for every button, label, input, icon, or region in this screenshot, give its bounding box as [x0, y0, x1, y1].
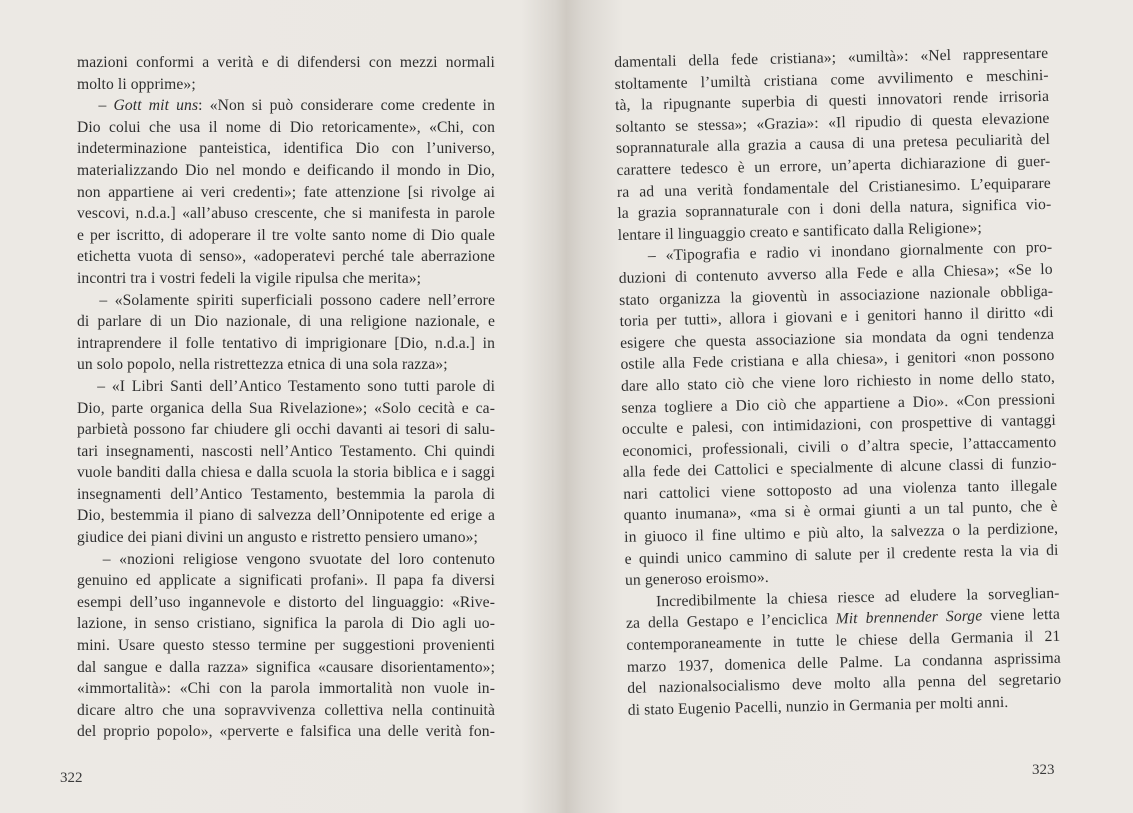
left_page-line: vescovi, n.d.a.] «all’abuso crescente, che si manifesta in parole [77, 205, 495, 223]
right_page-line: soprannaturale alla grazia a causa di una pretesa peculiarità del [615, 131, 1051, 158]
right_page-line: ostile alla Fede cristiana e alla chiesa», i genitori «non possono [620, 347, 1055, 374]
right_page-line: ra ad una verità fondamentale del Cristianesimo. L’equiparare [616, 174, 1052, 201]
left_page-line: Dio, bestemmia il piano di salvezza dell’Onnipotente ed erige a [77, 507, 495, 525]
left_page-line: insegnamenti dell’Antico Testamento, bestemmia la parola di [77, 485, 495, 503]
right_page-line: del nazionalsocialismo deve molto alla penna del segretario [627, 670, 1062, 698]
right_page-line: carattere tedesco è un errore, un’aperta dichiarazione di guer- [616, 152, 1051, 179]
right-page-number: 323 [1032, 762, 1055, 778]
right_page-line: quanto inumana», «ma si è ormai giunti a un tal punto, che è [623, 498, 1058, 525]
left_page-line: parbietà possono far chiudere gli occhi davanti ai tesori di salu- [77, 421, 495, 439]
left_page-line: dicare altro che una sopravvivenza collettiva nella continuità [77, 701, 495, 719]
right_page-line: marzo 1937, domenica delle Palme. La condanna asprissima [626, 649, 1061, 676]
right_page-line: la grazia soprannaturale con i doni della natura, significa vio- [617, 196, 1052, 223]
left_page-line: «immortalità»: «Chi con la parola immortalità non vuole in- [77, 680, 495, 698]
left_page-line: – Gott mit uns: «Non si può considerare come credente in [77, 97, 495, 115]
left_page-line: tari insegnamenti, nascosti nell’Antico Testamento. Chi quindi [77, 442, 495, 460]
left_page-line: – «nozioni religiose vengono svuotate del loro contenuto [77, 550, 495, 568]
left_page-line: mini. Usare questo stesso termine per suggestioni provenienti [77, 637, 495, 655]
right_page-line: di stato Eugenio Pacelli, nunzio in Germania per molti anni. [627, 693, 1009, 719]
right_page-line: soltanto se stessa»; «Grazia»: «Il ripudio di questa elevazione [615, 109, 1050, 136]
left_page-line: vuole banditi dalla chiesa e dalla scuola la storia biblica e i saggi [77, 464, 495, 482]
left_page-line: Dio colui che usa il nome di Dio retoricamente», «Chi, con [77, 118, 495, 136]
right_page-line: stato organizza la gioventù in associazione nazionale obbliga- [619, 282, 1054, 309]
right_page-line: senza togliere a Dio ciò che appartiene a Dio». «Con pressioni [621, 390, 1056, 417]
right_page-line: za della Gestapo e l’enciclica Mit brennender Sorge viene letta [625, 606, 1061, 633]
right_page-line: un generoso eroismo». [624, 569, 769, 590]
right_page-line: damentali della fede cristiana»; «umiltà»: «Nel rappresentare [614, 44, 1049, 71]
left_page-line: giudice dei piani divini un angusto e ristretto pensiero umano»; [77, 529, 478, 547]
left-page [0, 0, 548, 813]
left_page-line: di parlare di un Dio nazionale, di una religione nazionale, e [77, 313, 495, 331]
left_page-line: non appartiene ai veri credenti»; fate attenzione [si rivolge ai [77, 183, 495, 201]
left_page-line: etichetta vuota di senso», «adoperatevi perché tale aberrazione [77, 248, 495, 266]
right_page-line: e quindi unico cammino di salute per il credente resta la via di [624, 541, 1059, 568]
right_page-line: stoltamente l’umiltà cristiana come avvilimento e meschini- [614, 66, 1049, 93]
left_page-line: esempi dell’uso ingannevole e distorto del linguaggio: «Rive- [77, 593, 495, 611]
left_page-line: materializzando Dio nel mondo e deificando il mondo in Dio, [77, 161, 495, 179]
left-page-text [77, 52, 495, 743]
right_page-line: economici, professionali, civili o d’altra specie, l’attaccamento [622, 433, 1057, 460]
left-page-number: 322 [60, 770, 83, 786]
right_page-line: lentare il linguaggio creato e santificato dalla Religione»; [617, 219, 983, 244]
right_page-line: dare allo stato ciò che viene loro richiesto in nome dello stato, [620, 368, 1056, 395]
left_page-line: lazione, in senso cristiano, significa la parola di Dio agli uo- [77, 615, 495, 633]
right_page-line: esigere che questa associazione sia mondata da ogni tendenza [619, 325, 1055, 352]
right_page-line: toria per tutti», allora i giovani e i genitori hanno il diritto «di [619, 303, 1054, 331]
right_page-line: tà, la ripugnante superbia di questi innovatori rende irrisoria [614, 88, 1050, 115]
left_page-line: un solo popolo, nella ristrettezza etnica di una sola razza»; [77, 356, 448, 374]
right_page-line: duzioni di contenuto avverso alla Fede e alla Chiesa»; «Se lo [618, 260, 1053, 287]
right_page-line: nari cattolici viene sottoposto ad una violenza tanto illegale [623, 476, 1058, 503]
left_page-line: mazioni conformi a verità e di difendersi con mezzi normali [77, 54, 495, 71]
right_page-line: occulte e palesi, con intimidazioni, con prospettive di vantaggi [621, 411, 1056, 439]
left_page-line: indeterminazione panteistica, identifica Dio con l’universo, [77, 140, 495, 158]
left_page-line: dal sangue e dalla razza» significa «causare disorientamento»; [77, 658, 495, 676]
right_page-line: – «Tipografia e radio vi inondano giornalmente con pro- [618, 239, 1053, 266]
left_page-line: e per iscritto, di adoperare il tre volte santo nome di Dio quale [77, 226, 495, 244]
left_page-line: incontri tra i vostri fedeli la vigile ripulsa che merita»; [77, 269, 422, 287]
right-page [560, 0, 1133, 813]
right_page-line: in giuoco il fine ultimo e più alto, la salvezza o la perdizione, [623, 519, 1059, 546]
left_page-line: molto li opprime»; [77, 75, 196, 93]
left_page-line: Dio, parte organica della Sua Rivelazione»; «Solo cecità e ca- [77, 399, 495, 417]
left_page-line: – «I Libri Santi dell’Antico Testamento sono tutti parole di [77, 377, 495, 395]
left_page-line: del proprio popolo», «perverte e falsifica una delle verità fon- [77, 723, 495, 741]
left_page-line: genuino ed applicate a significati profani». Il papa fa diversi [77, 572, 495, 590]
right-page-text [614, 43, 1062, 721]
right_page-line: Incredibilmente la chiesa riesce ad eludere la sorveglian- [625, 584, 1060, 611]
right_page-line: alla fede dei Cattolici e specialmente di alcune classi di funzio- [622, 455, 1057, 482]
left_page-line: intraprendere il folle tentativo di imprigionare [Dio, n.d.a.] in [77, 334, 495, 352]
left_page-line: – «Solamente spiriti superficiali possono cadere nell’errore [77, 291, 495, 309]
right_page-line: contemporaneamente in tutte le chiese della Germania il 21 [626, 627, 1061, 654]
